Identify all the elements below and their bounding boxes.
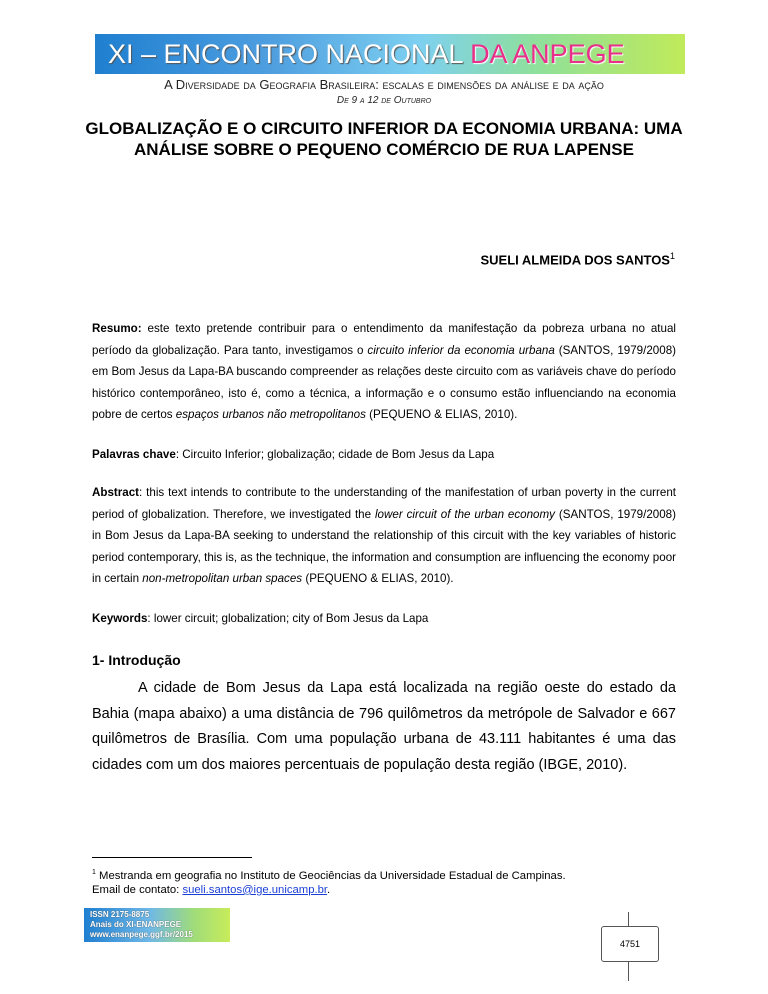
abstract-text-1: : this text intends to contribute to the understanding of the manifestation of urban poverty in the current period of globalization. Therefore, we investigated the bbox=[92, 486, 676, 521]
footnote-email-end: . bbox=[327, 883, 331, 896]
abstract-paragraph bbox=[92, 482, 676, 590]
paper-title: GLOBALIZAÇÃO E O CIRCUITO INFERIOR DA ECONOMIA URBANA: UMA ANÁLISE SOBRE O PEQUENO COMÉRCIO DE RUA LAPENSE bbox=[85, 119, 683, 159]
abstract-label: Abstract bbox=[92, 486, 140, 499]
footnote-text: Mestranda em geografia no Instituto de Geociências da Universidade Estadual de Campinas. bbox=[95, 869, 566, 882]
palavras-chave-label: Palavras chave bbox=[92, 448, 176, 461]
resumo-text-3: (PEQUENO & ELIAS, 2010). bbox=[365, 408, 518, 421]
author-name bbox=[481, 251, 676, 267]
page-number: 4751 bbox=[601, 926, 659, 962]
author-text: SUELI ALMEIDA DOS SANTOS bbox=[480, 252, 670, 268]
palavras-chave bbox=[92, 446, 676, 463]
keywords bbox=[92, 610, 676, 627]
author-footnote-mark: 1 bbox=[669, 251, 675, 261]
resumo-italic-1: circuito inferior da economia urbana bbox=[367, 343, 555, 357]
abstract-italic-2: non-metropolitan urban spaces bbox=[142, 572, 303, 585]
resumo-label: Resumo: bbox=[92, 322, 142, 335]
abstract-italic-1: lower circuit of the urban economy bbox=[374, 507, 555, 521]
event-title bbox=[108, 34, 625, 74]
footnote-mark: 1 bbox=[92, 869, 96, 876]
site-text: www.enanpege.ggf.br/2015 bbox=[90, 930, 193, 939]
footnote-rule bbox=[92, 857, 252, 858]
footnote bbox=[92, 866, 692, 897]
anais-text: Anais do XI-ENANPEGE bbox=[90, 920, 182, 929]
event-dates: De 9 a 12 de Outubro bbox=[336, 95, 432, 106]
resumo-text-1: este texto pretende contribuir para o entendimento da manifestação da pobreza urbana no atual período da globalização. Para tanto, investigamos o bbox=[92, 322, 676, 357]
event-title-part1: XI – ENCONTRO NACIONAL bbox=[108, 39, 471, 69]
abstract-text-3: (PEQUENO & ELIAS, 2010). bbox=[302, 572, 454, 585]
resumo-text-2: (SANTOS, 1979/2008) em Bom Jesus da Lapa-BA buscando compreender as relações deste circuito com as variáveis chave do período histórico contemporâneo, isto é, como a técnica, a informação e o consumo estão influenciando na economia pobre de certos bbox=[92, 343, 676, 421]
page-number-line-top bbox=[628, 912, 629, 926]
abstract-text-2: (SANTOS, 1979/2008) in Bom Jesus da Lapa-BA seeking to understand the relationship of this circuit with the key variables of historic period contemporary, this is, as the technique, the information and consumption are influencing the economy poor in certain bbox=[92, 507, 676, 585]
resumo-italic-2: espaços urbanos não metropolitanos bbox=[175, 408, 366, 421]
event-subtitle: A Diversidade da Geografia Brasileira: escalas e dimensões da análise e da ação bbox=[164, 77, 604, 92]
keywords-label: Keywords bbox=[92, 612, 148, 625]
intro-paragraph: A cidade de Bom Jesus da Lapa está localizada na região oeste do estado da Bahia (mapa abaixo) a uma distância de 796 quilômetros da metrópole de Salvador e 667 quilômetros de Brasília. Com uma população urbana de 43.111 habitantes é uma das cidades com um dos maiores percentuais de população desta região (IBGE, 2010). bbox=[92, 680, 676, 773]
palavras-chave-text: : Circuito Inferior; globalização; cidade de Bom Jesus da Lapa bbox=[175, 448, 495, 461]
issn-badge bbox=[84, 908, 230, 942]
keywords-text: : lower circuit; globalization; city of Bom Jesus da Lapa bbox=[147, 612, 429, 625]
section-heading-introducao: 1- Introdução bbox=[92, 652, 181, 668]
event-title-part2: DA ANPEGE bbox=[470, 39, 625, 69]
footnote-email-label: Email de contato: bbox=[92, 883, 183, 896]
resumo-paragraph bbox=[92, 318, 676, 426]
issn-text: ISSN 2175-8875 bbox=[90, 910, 150, 919]
page-number-line-bottom bbox=[628, 961, 629, 981]
footnote-email-link[interactable]: sueli.santos@ige.unicamp.br bbox=[182, 883, 328, 896]
